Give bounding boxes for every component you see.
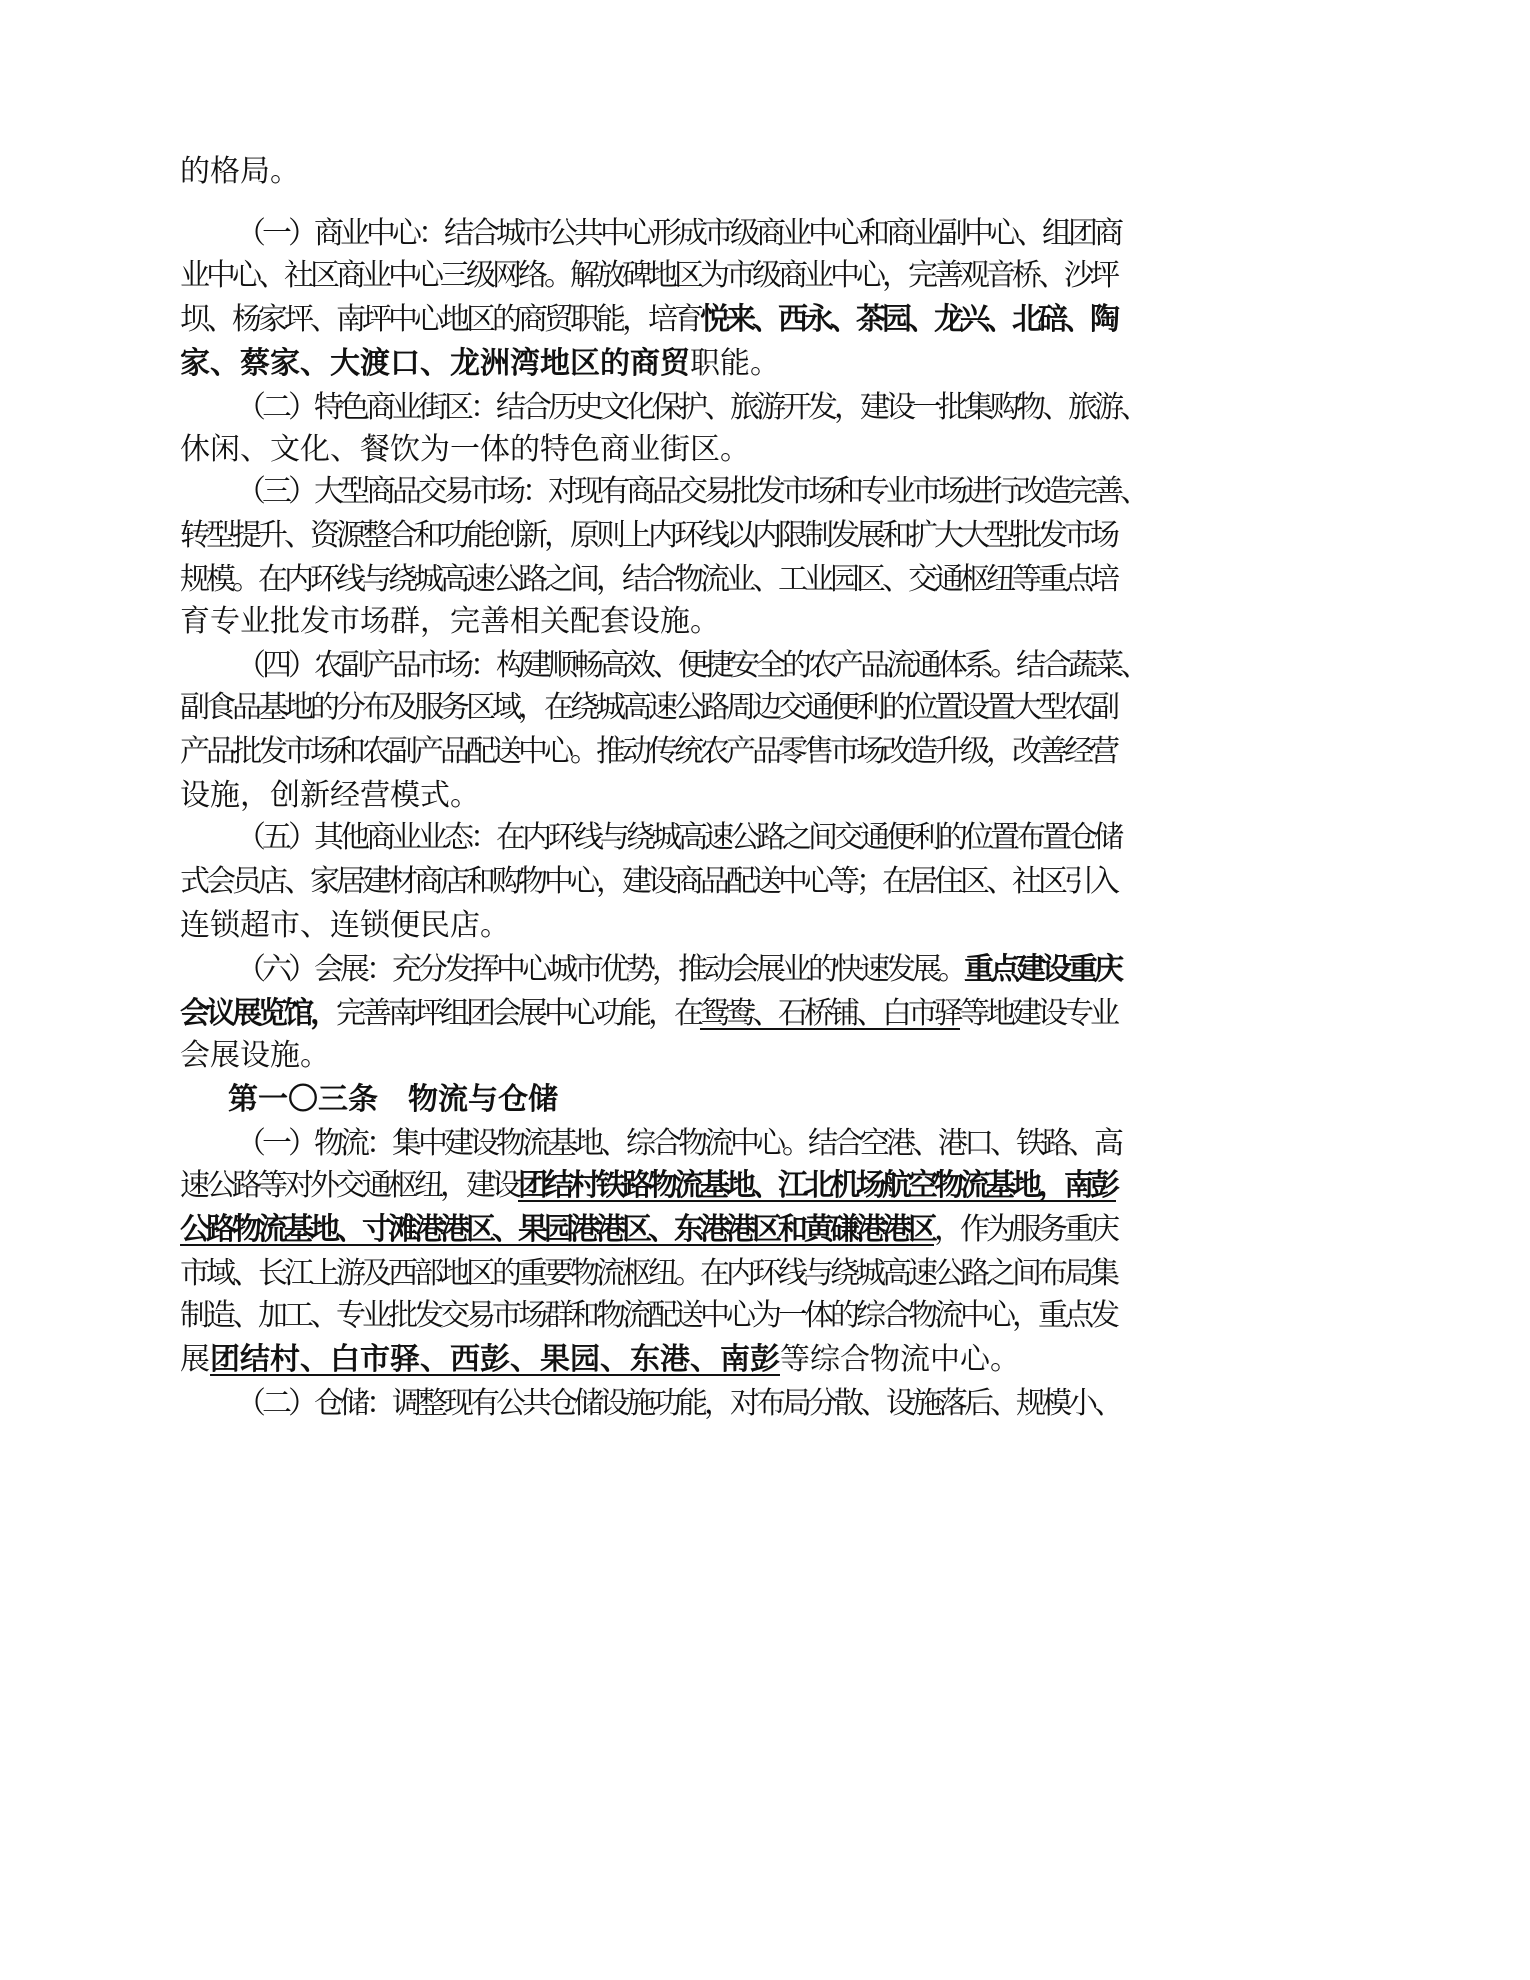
emphasized-text: 团结村铁路物流基地、江北机场航空物流基地，南彭 [518,1168,1116,1203]
text-segment: 速公路等对外交通枢纽，建设 [180,1168,518,1203]
text-line [228,1080,558,1120]
text-segment: 休闲、文化、餐饮为一体的特色商业街区。 [180,432,750,467]
text-segment: （一）商业中心：结合城市公共中心形成市级商业中心和商业副中心、组团商 [236,216,1120,251]
text-segment: （四）农副产品市场：构建顺畅高效、便捷安全的农产品流通体系。结合蔬菜、 [236,648,1146,683]
text-segment: 职能。 [690,346,780,381]
text-line [236,818,1120,858]
emphasized-text: 悦来、西永、茶园、龙兴、北碚、陶 [700,302,1116,337]
emphasized-text: 团结村、白市驿、西彭、果园、东港、南彭 [210,1342,780,1377]
text-segment: 完善南坪组团会展中心功能，在 [336,996,700,1031]
text-segment: 转型提升、资源整合和功能创新，原则上内环线以内限制发展和扩大大型批发市场 [180,518,1116,553]
text-segment: 产品批发市场和农副产品配送中心。推动传统农产品零售市场改造升级，改善经营 [180,734,1116,769]
text-line [180,1254,1116,1294]
text-segment: 式会员店、家居建材商店和购物中心，建设商品配送中心等；在居住区、社区引入 [180,864,1116,899]
text-line [180,688,1116,728]
text-line [236,472,1146,512]
text-line [180,1296,1116,1336]
text-line [180,732,1116,772]
text-segment: （一）物流：集中建设物流基地、综合物流中心。结合空港、港口、铁路、高 [236,1126,1120,1161]
emphasized-text: 第一〇三条 物流与仓储 [228,1082,558,1117]
text-line [236,1124,1120,1164]
text-line [180,906,510,946]
text-segment: 副食品基地的分布及服务区域，在绕城高速公路周边交通便利的位置设置大型农副 [180,690,1116,725]
text-line [180,430,750,470]
text-segment: 等地建设专业 [960,996,1116,1031]
text-line [180,256,1116,296]
text-line [180,994,1116,1034]
text-segment: 的格局。 [180,154,300,189]
text-segment: 规模。在内环线与绕城高速公路之间，结合物流业、工业园区、交通枢纽等重点培 [180,562,1116,597]
text-segment: 展 [180,1342,210,1377]
text-segment: 市域、长江上游及西部地区的重要物流枢纽。在内环线与绕城高速公路之间布局集 [180,1256,1116,1291]
text-line [236,646,1146,686]
text-segment: （二）仓储：调整现有公共仓储设施功能，对布局分散、设施落后、规模小、 [236,1386,1120,1421]
text-segment: （三）大型商品交易市场：对现有商品交易批发市场和专业市场进行改造完善、 [236,474,1146,509]
text-line [180,1036,330,1076]
emphasized-text: 家、蔡家、大渡口、龙洲湾地区的商贸 [180,346,690,381]
text-line [180,602,720,642]
text-line [236,388,1146,428]
text-line [180,560,1116,600]
text-segment: 等综合物流中心。 [780,1342,1020,1377]
text-line [180,152,300,192]
text-segment: 制造、加工、专业批发交易市场群和物流配送中心为一体的综合物流中心，重点发 [180,1298,1116,1333]
text-line [180,862,1116,902]
text-segment: 业中心、社区商业中心三级网络。解放碑地区为市级商业中心，完善观音桥、沙坪 [180,258,1116,293]
text-segment: （五）其他商业业态：在内环线与绕城高速公路之间交通便利的位置布置仓储 [236,820,1120,855]
text-line [236,950,1120,990]
emphasized-text: 会议展览馆， [180,996,336,1031]
text-line [180,1340,1020,1380]
text-line [180,516,1116,556]
text-line [180,344,780,384]
text-segment: 育专业批发市场群，完善相关配套设施。 [180,604,720,639]
text-segment: 坝、杨家坪、南坪中心地区的商贸职能，培育 [180,302,700,337]
emphasized-text: 鸳鸯、石桥铺、白市驿 [700,996,960,1031]
text-segment: （六）会展：充分发挥中心城市优势，推动会展业的快速发展。 [236,952,964,987]
text-segment: 会展设施。 [180,1038,330,1073]
text-line [180,1210,1116,1250]
text-line [236,1384,1120,1424]
emphasized-text: 公路物流基地、寸滩港港区、果园港港区、东港港区和黄磏港港区 [180,1212,934,1247]
text-line [180,776,480,816]
text-segment: ，作为服务重庆 [934,1212,1116,1247]
text-segment: 连锁超市、连锁便民店。 [180,908,510,943]
emphasized-text: 重点建设重庆 [964,952,1120,987]
text-line [180,1166,1116,1206]
text-segment: （二）特色商业街区：结合历史文化保护、旅游开发，建设一批集购物、旅游、 [236,390,1146,425]
text-line [236,214,1120,254]
text-line [180,300,1116,340]
text-segment: 设施，创新经营模式。 [180,778,480,813]
